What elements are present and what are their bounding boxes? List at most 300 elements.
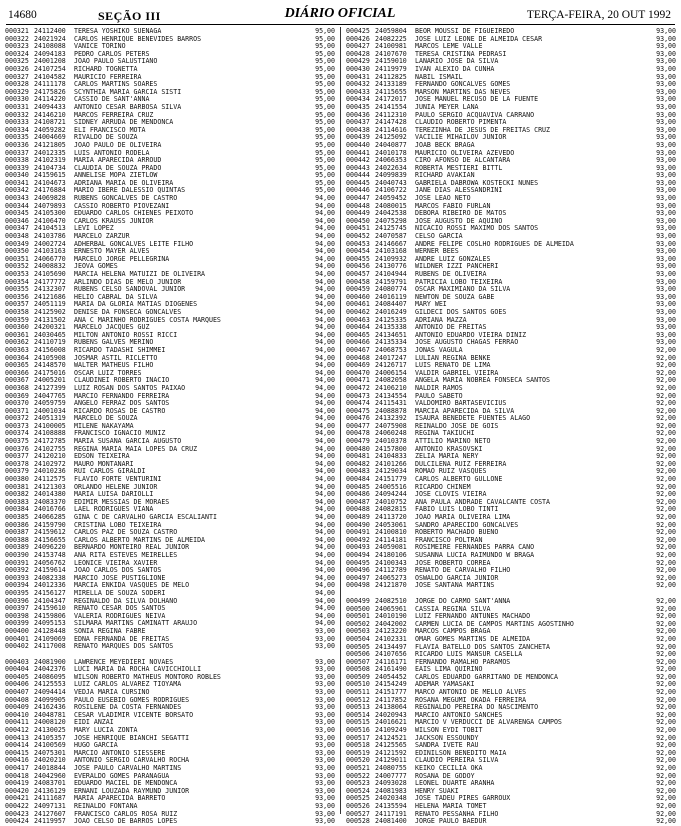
registration-number: 24099839 (375, 171, 407, 180)
candidate-name: TEREZINHA DE JESUS DE FREITAS CRUZ (415, 126, 550, 134)
registration-number: 24017247 (375, 353, 407, 362)
candidate-name: JOSE AUGUSTO CHAGAS FERRAO (415, 339, 519, 347)
registration-number: 24105357 (34, 733, 66, 742)
entry-number: 000332 (5, 110, 29, 119)
registration-number: 24102755 (34, 444, 66, 453)
registration-number: 24012335 (34, 148, 66, 157)
entry-number: 000439 (346, 133, 370, 142)
entry-number: 000473 (346, 391, 370, 400)
entry-number: 000400 (5, 626, 29, 635)
score: 94,00 (315, 262, 335, 271)
score: 95,00 (315, 80, 335, 89)
candidate-name: CARMEN LUCIA DE CAMPOS MARTINS AGOSTINHO (415, 620, 574, 628)
registration-number: 24068753 (375, 345, 407, 354)
registration-number: 24084407 (375, 300, 407, 309)
candidate-name: CRISTINA LOBO TEIXEIRA (74, 521, 162, 529)
registration-number: 24093028 (375, 779, 407, 788)
registration-number: 24172017 (375, 95, 407, 104)
candidate-name: ARLINDO DIAS DE MELO JUNIOR (74, 278, 182, 286)
score: 92,00 (656, 726, 676, 735)
list-item (5, 643, 337, 651)
registration-number: 24114220 (34, 95, 66, 104)
registration-number: 24147428 (375, 118, 407, 127)
registration-number: 24012336 (34, 581, 66, 590)
list-item (346, 818, 678, 826)
entry-number: 000411 (5, 718, 29, 727)
entry-number: 000479 (346, 437, 370, 446)
score: 94,00 (315, 285, 335, 294)
registration-number: 24159790 (34, 520, 66, 529)
entry-number: 000443 (346, 163, 370, 172)
candidate-name: RENATO MARQUES DOS SANTOS (74, 643, 174, 651)
candidate-name: EDUARDO MACIEL DE MENDONCA (74, 780, 178, 788)
score: 92,00 (656, 771, 676, 780)
score: 93,00 (656, 133, 676, 142)
candidate-name: MARIA SUSANA GARCIA AUGUSTO (74, 438, 182, 446)
score: 93,00 (656, 186, 676, 195)
candidate-name: MAURICIO FERREIRA (74, 73, 142, 81)
candidate-name: VALDIR GABRIEL VIEIRA (415, 369, 499, 377)
entry-number: 000330 (5, 95, 29, 104)
entry-number: 000488 (346, 505, 370, 514)
score: 93,00 (656, 72, 676, 81)
registration-number: 24141554 (375, 102, 407, 111)
candidate-name: ANTONIO KRASOVSKI (415, 445, 483, 453)
candidate-name: HELENA MARIA TOMET (415, 802, 487, 810)
candidate-name: HUGO GARCIA (74, 742, 118, 750)
candidate-name: CARLOS ALBERTO MARTINS DE ALMEIDA (74, 536, 206, 544)
score: 92,00 (656, 650, 676, 659)
candidate-name: VEDJA MARIA CURSINO (74, 689, 150, 697)
registration-number: 24117008 (34, 642, 66, 651)
entry-number: 000359 (5, 315, 29, 324)
registration-number: 24004669 (34, 133, 66, 142)
score: 94,00 (315, 292, 335, 301)
candidate-name: VALDOMIRO BARTASEVICIUS (415, 400, 507, 408)
entry-number: 000353 (5, 270, 29, 278)
score: 95,00 (315, 171, 335, 180)
candidate-name: RICARDO CHINEM (415, 483, 471, 491)
entry-number: 000441 (346, 148, 370, 157)
candidate-name: OSCAR LUIZ TORRES (74, 369, 142, 377)
score: 93,00 (656, 232, 676, 241)
candidate-name: MARCIA ENKIDA VASQUES DE MELO (74, 582, 190, 590)
registration-number: 24112575 (34, 475, 66, 484)
candidate-name: ROMAO RUIZ VASQUES (415, 468, 487, 476)
candidate-name: RICHARD AVAKIAN (415, 172, 475, 180)
candidate-name: MARCELO JORGE PELLEGRINA (74, 255, 170, 263)
registration-number: 24040877 (375, 140, 407, 149)
candidate-name: MARCIO V VERDUCCI DE ALVARENGA CAMPOS (415, 719, 562, 727)
entry-number: 000396 (5, 596, 29, 605)
score: 93,00 (656, 216, 676, 225)
candidate-name: NABIL ISMAIL (415, 73, 463, 81)
candidate-name: RENATO CESAR DOS SANTOS (74, 605, 166, 613)
candidate-name: ROBERTO MACHADO BUENO (415, 529, 499, 537)
candidate-name: MARCOS FERREIRA CRUZ (74, 111, 154, 119)
score: 93,00 (656, 27, 676, 35)
score: 94,00 (315, 588, 335, 597)
registration-number: 24121805 (34, 140, 66, 149)
registration-number: 24103786 (34, 232, 66, 241)
entry-number: 000417 (5, 764, 29, 772)
candidate-name: RUBENS GALVES MERINO (74, 339, 154, 347)
candidate-name: ADHERBAL GONCALVES LEITE FILHO (74, 240, 194, 248)
score: 92,00 (656, 421, 676, 430)
score: 92,00 (656, 672, 676, 681)
entry-number: 000493 (346, 543, 370, 552)
candidate-name: SCYNTHIA MARIA GARCIA SISTI (74, 88, 182, 96)
score: 94,00 (315, 406, 335, 415)
score: 93,00 (315, 688, 335, 697)
candidate-name: LEONEL DUARTE ARANHA (415, 780, 495, 788)
candidate-name: CLAUDIO PEREIRA SILVA (415, 757, 499, 765)
entry-number: 000507 (346, 657, 370, 666)
entry-number: 000480 (346, 444, 370, 453)
score: 94,00 (315, 535, 335, 544)
score: 92,00 (656, 414, 676, 423)
candidate-name: FERNANDO RAMALHO PARAMOS (415, 658, 511, 666)
entry-number: 000360 (5, 323, 29, 332)
candidate-name: MARY WEI (415, 301, 447, 309)
entry-number: 000444 (346, 171, 370, 180)
score: 92,00 (656, 801, 676, 810)
score: 94,00 (315, 452, 335, 461)
score: 93,00 (656, 163, 676, 172)
registration-number: 24018844 (34, 764, 66, 772)
entry-number: 000527 (346, 809, 370, 818)
entry-number: 000346 (5, 216, 29, 225)
registration-number: 24107656 (375, 650, 407, 659)
candidate-name: MARCIO FERNANDO FERREIRA (74, 392, 170, 400)
score: 92,00 (656, 353, 676, 362)
candidate-name: ANGELO FERRAZ DOS SANTOS (74, 400, 170, 408)
entry-number: 000339 (5, 163, 29, 172)
list-item (346, 582, 678, 590)
registration-number: 24125092 (375, 133, 407, 142)
entry-number: 000447 (346, 194, 370, 203)
score: 95,00 (315, 72, 335, 81)
score: 94,00 (315, 475, 335, 484)
entry-number: 000390 (5, 550, 29, 559)
column-divider (340, 27, 341, 814)
score: 94,00 (315, 482, 335, 491)
candidate-name: CLAUDIA DE SOUZA PRADO (74, 164, 162, 172)
entry-number: 000343 (5, 194, 29, 203)
candidate-name: CLAUDINEI ROBERTO INACIO (74, 377, 170, 385)
entry-number: 000456 (346, 262, 370, 271)
registration-number: 24111687 (34, 794, 66, 803)
registration-number: 24127607 (34, 809, 66, 818)
candidate-name: ROSANA DE GODOY (415, 772, 475, 780)
score: 92,00 (656, 688, 676, 697)
registration-number: 24135594 (375, 801, 407, 810)
score: 93,00 (656, 156, 676, 165)
score: 93,00 (315, 703, 335, 712)
entry-number: 000426 (346, 34, 370, 43)
entry-number: 000446 (346, 186, 370, 195)
score: 92,00 (656, 482, 676, 491)
candidate-name: DEBORA RIBEIRO DE MATOS (415, 210, 507, 218)
entry-number: 000465 (346, 330, 370, 339)
entry-number: 000485 (346, 482, 370, 491)
score: 93,00 (656, 148, 676, 157)
candidate-name: ANTONIO DE FREITAS (415, 324, 487, 332)
registration-number: 24095153 (34, 619, 66, 628)
candidate-name: MARCELO JACQUES GUZ (74, 324, 150, 332)
entry-number: 000352 (5, 262, 29, 271)
score: 93,00 (656, 247, 676, 256)
registration-number: 24082510 (375, 596, 407, 605)
entry-number: 000506 (346, 650, 370, 659)
registration-number: 24108088 (34, 42, 66, 51)
entry-number: 000511 (346, 688, 370, 697)
score: 93,00 (315, 817, 335, 826)
registration-number: 24134651 (375, 330, 407, 339)
score: 92,00 (656, 627, 676, 636)
score: 92,00 (656, 444, 676, 453)
registration-number: 24117852 (375, 695, 407, 704)
entry-number: 000434 (346, 95, 370, 104)
score: 94,00 (315, 558, 335, 567)
candidate-name: JORGE PAULO BAEDUR (415, 818, 487, 826)
registration-number: 24113720 (375, 513, 407, 521)
entry-number: 000384 (5, 505, 29, 514)
score: 94,00 (315, 513, 335, 521)
candidate-name: ELI FRANCISCO MOTA (74, 126, 146, 134)
entry-number: 000481 (346, 452, 370, 461)
registration-number: 24007777 (375, 771, 407, 780)
score: 94,00 (315, 490, 335, 499)
score: 92,00 (656, 779, 676, 788)
candidate-name: RENATO DE CARVALHO FILHO (415, 567, 511, 575)
entry-number: 000405 (5, 672, 29, 681)
candidate-name: DULCILENA RUIZ FERREIRA (415, 460, 507, 468)
candidate-name: SUSANNA LUCIA RAIMUNDO W BRAGA (415, 551, 535, 559)
score: 93,00 (315, 794, 335, 803)
registration-number: 24042960 (34, 771, 66, 780)
registration-number: 24094183 (34, 49, 66, 58)
candidate-name: RICHARD TOGNETTA (74, 65, 138, 73)
score: 95,00 (315, 34, 335, 43)
registration-number: 24200321 (34, 323, 66, 332)
registration-number: 24081983 (375, 786, 407, 795)
entry-number: 000381 (5, 482, 29, 491)
registration-number: 24121870 (375, 581, 407, 590)
entry-number: 000509 (346, 672, 370, 681)
candidate-name: ADEMAR YAMASAKI (415, 681, 475, 689)
entry-number: 000328 (5, 80, 29, 89)
entry-number: 000340 (5, 171, 29, 180)
candidate-name: NEWTON DE SOUZA GABE (415, 293, 495, 301)
entry-number: 000512 (346, 695, 370, 704)
entry-number: 000429 (346, 57, 370, 66)
registration-number: 24116171 (375, 657, 407, 666)
registration-number: 24104833 (375, 452, 407, 461)
registration-number: 24180106 (375, 550, 407, 559)
entry-number: 000385 (5, 513, 29, 521)
candidate-name: EDNA FERNANDA DE FREITAS (74, 635, 170, 643)
candidate-name: LUIZ ROSAN DOS SANTOS PAIXAO (74, 384, 186, 392)
score: 92,00 (656, 368, 676, 377)
candidate-name: CARLOS EDUARDO GARRITANO DE MENDONCA (415, 673, 558, 681)
candidate-name: VACILIE MIHAILOV JUNIOR (415, 134, 507, 142)
registration-number: 24066285 (34, 513, 66, 521)
registration-number: 24053061 (375, 520, 407, 529)
entry-number: 000518 (346, 741, 370, 750)
entry-number: 000342 (5, 186, 29, 195)
score: 93,00 (315, 756, 335, 765)
score: 93,00 (656, 64, 676, 73)
candidate-name: JEOVA GOMES (74, 263, 118, 271)
score: 95,00 (315, 156, 335, 165)
score: 93,00 (656, 118, 676, 127)
candidate-name: MAURICIO OLIVEIRA AZEVEDO (415, 149, 515, 157)
entry-number: 000423 (5, 809, 29, 818)
candidate-name: RICARDO TADASHI SHIMMEI (74, 346, 166, 354)
score: 94,00 (315, 376, 335, 385)
score: 93,00 (656, 270, 676, 278)
entry-number: 000395 (5, 588, 29, 597)
registration-number: 24107670 (375, 49, 407, 58)
score: 93,00 (656, 201, 676, 210)
registration-number: 24157800 (375, 444, 407, 453)
score: 94,00 (315, 444, 335, 453)
registration-number: 24016249 (375, 307, 407, 316)
registration-number: 24020210 (34, 756, 66, 765)
registration-number: 24042538 (375, 209, 407, 218)
candidate-name: IVAN ALEXIO DA CUNHA (415, 65, 495, 73)
registration-number: 24066770 (34, 254, 66, 263)
registration-number: 24100810 (375, 528, 407, 537)
registration-number: 24138064 (375, 703, 407, 712)
candidate-name: LAEL RODRIGUES VIANA (74, 506, 154, 514)
candidate-name: JOSE TADEU PIRES GARROUX (415, 795, 511, 803)
registration-number: 24108721 (34, 118, 66, 127)
candidate-name: CARLOS PAZ DE SOUZA CASTRO (74, 529, 178, 537)
candidate-name: CASSIA REGINA SILVA (415, 605, 491, 613)
candidate-name: MARY LUCIA ZONTA (74, 727, 138, 735)
score: 94,00 (315, 224, 335, 233)
entry-number: 000482 (346, 459, 370, 468)
registration-number: 24016766 (34, 505, 66, 514)
score: 93,00 (656, 277, 676, 286)
registration-number: 24103163 (34, 247, 66, 256)
candidate-name: JANE DIAS ALESSANDRINI (415, 187, 503, 195)
publication-title: DIÁRIO OFICIAL (284, 6, 396, 21)
registration-number: 24102972 (34, 459, 66, 468)
score: 93,00 (315, 710, 335, 719)
registration-number: 24083701 (34, 779, 66, 788)
score: 92,00 (656, 467, 676, 476)
registration-number: 24059452 (375, 194, 407, 203)
score: 93,00 (656, 42, 676, 51)
score: 94,00 (315, 383, 335, 392)
score: 92,00 (656, 558, 676, 567)
score: 94,00 (315, 254, 335, 263)
entry-number: 000462 (346, 307, 370, 316)
entry-number: 000514 (346, 710, 370, 719)
registration-number: 24159010 (375, 57, 407, 66)
entry-number: 000524 (346, 786, 370, 795)
score: 92,00 (656, 718, 676, 727)
score: 94,00 (315, 361, 335, 370)
registration-number: 24120210 (34, 452, 66, 461)
entry-number: 000402 (5, 642, 29, 651)
registration-number: 24065961 (375, 604, 407, 613)
candidate-name: WILDNER IZZI PANCHERI (415, 263, 499, 271)
candidate-name: BERNARDO MONTEIRO REAL JUNIOR (74, 544, 190, 552)
entry-number: 000388 (5, 535, 29, 544)
registration-number: 24104582 (34, 72, 66, 81)
candidate-name: LULIAN REGINA BENKE (415, 354, 491, 362)
registration-number: 24070587 (375, 232, 407, 241)
score: 93,00 (656, 209, 676, 218)
registration-number: 24102331 (375, 634, 407, 643)
registration-number: 24002724 (34, 239, 66, 248)
candidate-name: WILSON ROBERTO MATHEUS MONTORO ROBLES (74, 673, 221, 681)
score: 92,00 (656, 475, 676, 484)
score: 93,00 (656, 34, 676, 43)
score: 92,00 (656, 581, 676, 590)
entry-number: 000442 (346, 156, 370, 165)
score: 92,00 (656, 383, 676, 392)
entry-number: 000470 (346, 368, 370, 377)
score: 94,00 (315, 247, 335, 256)
registration-number: 24096220 (34, 543, 66, 552)
entry-number: 000476 (346, 414, 370, 423)
entry-number: 000389 (5, 543, 29, 552)
score: 92,00 (656, 429, 676, 438)
registration-number: 24080774 (375, 285, 407, 294)
candidate-name: EVERALDO GOMES PARANAGUA (74, 772, 170, 780)
registration-number: 24127399 (34, 383, 66, 392)
entry-number: 000453 (346, 239, 370, 248)
candidate-name: FERNANDO GONCALVES GOMES (415, 81, 511, 89)
registration-number: 24100005 (34, 421, 66, 430)
entry-number: 000418 (5, 771, 29, 780)
entry-number: 000501 (346, 612, 370, 621)
score: 92,00 (656, 399, 676, 408)
entry-number: 000367 (5, 376, 29, 385)
entry-number: 000525 (346, 794, 370, 803)
entry-number: 000368 (5, 383, 29, 392)
entry-number: 000454 (346, 247, 370, 256)
score: 93,00 (656, 102, 676, 111)
score: 94,00 (315, 543, 335, 552)
candidate-name: ANNELISE MOPA ZIETLOW (74, 172, 158, 180)
registration-number: 24022634 (375, 163, 407, 172)
candidate-name: ATTILIO MARINO NETO (415, 438, 491, 446)
entry-number: 000491 (346, 528, 370, 537)
score: 92,00 (656, 733, 676, 742)
entry-number: 000420 (5, 786, 29, 795)
score: 94,00 (315, 573, 335, 582)
list-block (5, 28, 337, 651)
entry-number: 000364 (5, 353, 29, 362)
entry-number: 000519 (346, 748, 370, 757)
candidate-name: MARIO IBERE DALESSIO QUINTAS (74, 187, 186, 195)
score: 95,00 (315, 178, 335, 187)
registration-number: 24151779 (375, 475, 407, 484)
candidate-name: EDSON TEIXEIRA (74, 453, 130, 461)
score: 95,00 (315, 140, 335, 149)
registration-number: 24156008 (34, 345, 66, 354)
candidate-name: JOAB BECK BRAGA (415, 141, 475, 149)
score: 94,00 (315, 277, 335, 286)
candidate-name: OSWALDO GARCIA JUNIOR (415, 574, 499, 582)
candidate-name: JOSE LEAO NETO (415, 195, 471, 203)
